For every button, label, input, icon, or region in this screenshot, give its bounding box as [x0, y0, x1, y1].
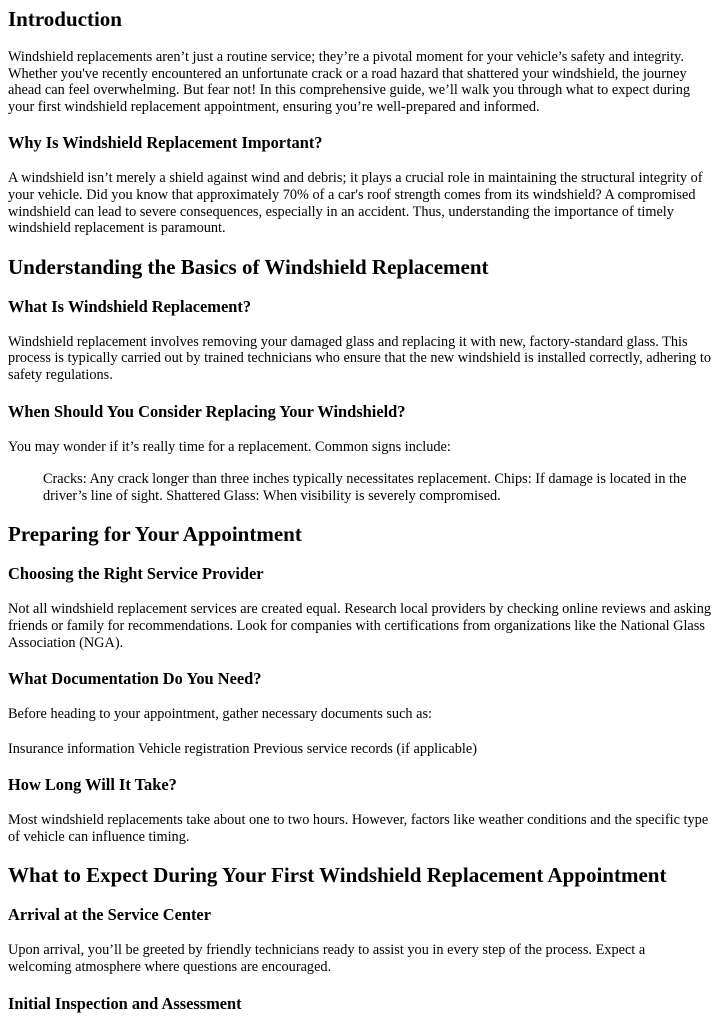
paragraph-arrival: Upon arrival, you’ll be greeted by friendly technicians ready to assist you in every step of the process. Expect a welcoming atmosphere where questions are encouraged.	[8, 942, 646, 976]
heading-why-important: Why Is Windshield Replacement Important?	[8, 133, 323, 153]
paragraph-what-is: Windshield replacement involves removing your damaged glass and replacing it with new, factory-standard glass. This process is typically carried out by trained technicians who ensure that the new windshield is installed correctly, adhering to safety regulations.	[8, 333, 711, 383]
heading-arrival: Arrival at the Service Center	[8, 905, 211, 925]
heading-preparing: Preparing for Your Appointment	[8, 522, 302, 547]
signs-quote: Cracks: Any crack longer than three inches typically necessitates replacement. Chips: If damage is located in the driver’s line of sight. Shattered Glass: When visibility is severely compromised.	[43, 471, 687, 504]
heading-inspection: Initial Inspection and Assessment	[8, 993, 242, 1013]
heading-documentation: What Documentation Do You Need?	[8, 669, 262, 689]
paragraph-introduction: Windshield replacements aren’t just a routine service; they’re a pivotal moment for your vehicle’s safety and integrity. Whether you've recently encountered an unfortunate crack or a road hazard that shattered your windshield, the journey ahead can feel overwhelming. But fear not! In this comprehensive guide, we’ll walk you through what to expect during your first windshield replacement appointment, ensuring you’re well-prepared and informed.	[8, 49, 691, 115]
paragraph-why-important: A windshield isn’t merely a shield against wind and debris; it plays a crucial role in maintaining the structural integrity of your vehicle. Did you know that approximately 70% of a car's roof strength comes from its windshield? A compromised windshield can lead to severe consequences, especially in an accident. Thus, understanding the importance of timely windshield replacement is paramount.	[8, 170, 703, 237]
heading-expect: What to Expect During Your First Windshield Replacement Appointment	[8, 863, 667, 888]
paragraph-provider: Not all windshield replacement services are created equal. Research local providers by checking online reviews and asking friends or family for recommendations. Look for companies with certifications from organizations like the National Glass Association (NGA).	[8, 601, 712, 651]
article	[0, 7, 720, 1013]
heading-what-is: What Is Windshield Replacement?	[8, 296, 252, 316]
paragraph-documentation: Before heading to your appointment, gather necessary documents such as:	[8, 706, 433, 723]
heading-duration: How Long Will It Take?	[8, 775, 177, 795]
heading-basics: Understanding the Basics of Windshield Replacement	[8, 254, 489, 279]
paragraph-when: You may wonder if it’s really time for a replacement. Common signs include:	[8, 438, 451, 455]
heading-when: When Should You Consider Replacing Your Windshield?	[8, 401, 406, 421]
heading-introduction: Introduction	[8, 7, 122, 31]
heading-provider: Choosing the Right Service Provider	[8, 564, 264, 584]
paragraph-duration: Most windshield replacements take about one to two hours. However, factors like weather conditions and the specific type of vehicle can influence timing.	[8, 812, 709, 845]
documents-list: Insurance information Vehicle registration Previous service records (if applicable)	[8, 740, 477, 757]
